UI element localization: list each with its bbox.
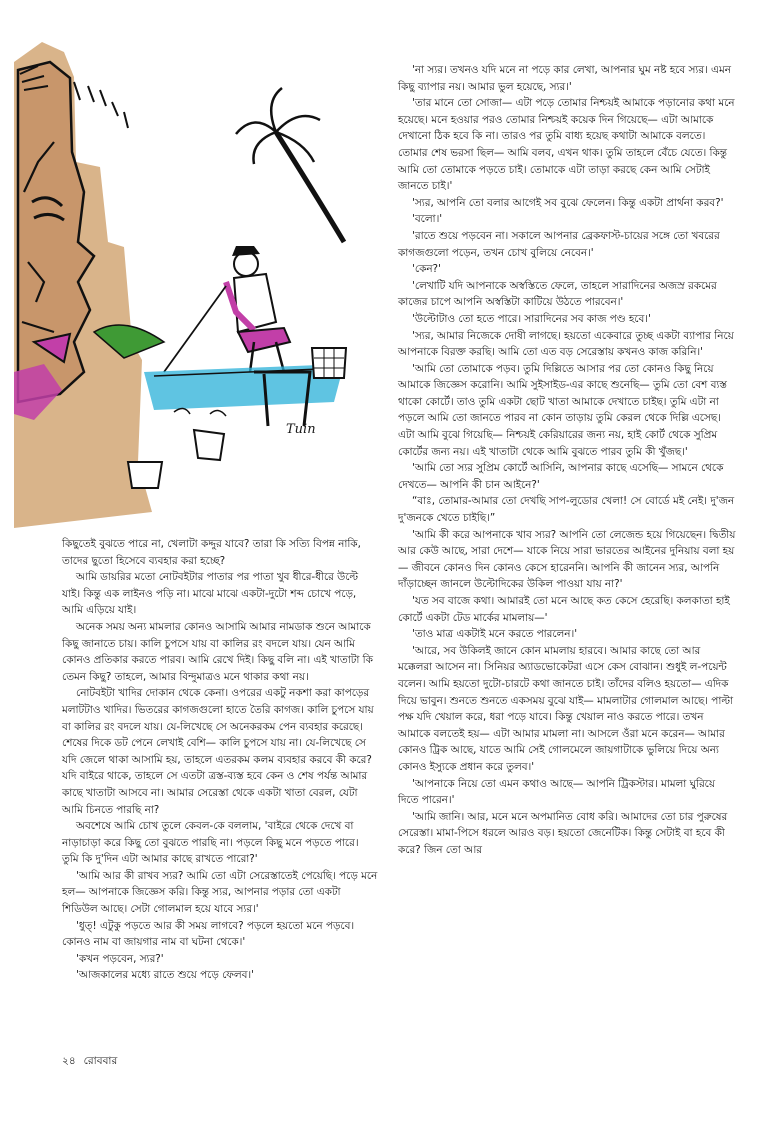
text-column-left xyxy=(62,536,378,984)
ink-drawing xyxy=(14,42,386,528)
paragraph: 'বলো।' xyxy=(412,213,443,226)
illustration xyxy=(14,42,386,528)
paragraph: 'ধুত্! এটুকু পড়তে আর কী সময় লাগবে? পড়লে হয়তো মনে পড়বে। কোনও নাম বা জায়গার নাম বা ঘটনা থেকে।' xyxy=(62,919,355,949)
paragraph: আমি ডায়রির মতো নোটবইটার পাতার পর পাতা খুব ধীরে-ধীরে উল্টে যাই। কিন্তু এক লাইনও পড়ি না। মাঝে মাঝে একটা-দুটো শব্দ চোখে পড়ে, আমি এড়িয়ে যাই। xyxy=(62,571,359,617)
paragraph: 'যত সব বাজে কথা। আমারই তো মনে আছে কত কেসে হেরেছি। কলকাতা হাই কোর্টে একটা টেড মার্কের মামলায়—' xyxy=(398,595,730,624)
paragraph: 'রাতে শুয়ে পড়বেন না। সকালে আপনার ব্রেকফাস্ট-চায়ের সঙ্গে তো খবরের কাগজগুলো পড়েন, তখন চোখ বুলিয়ে নেবেন।' xyxy=(398,229,720,259)
paragraph: 'আমি তো স্যর সুপ্রিম কোর্টে আসিনি, আপনার কাছে এসেছি— সামনে থেকে দেখতে— আপনি কী চান আইনে?' xyxy=(398,462,724,491)
fisherman-lungi xyxy=(238,328,290,352)
paragraph: অনেক সময় অন্য মামলার কোনও আসামি আমার নামডাক শুনে আমাকে কিছু জানাতে চায়। কালি চুপসে যায় বা কালির রং বদলে যায়। যেন আমি কোনও প্রতিকার করতে পারব। আমি রেখে দিই। কিছু বলি না। এই খাতাটা কি তেমন কিছু? তাহলে, আমার বিন্দুমাত্রও মনে থাকার কথা নয়। xyxy=(62,620,373,683)
paragraph: 'স্যর, আমার নিজেকে দোষী লাগছে। হয়তো একেবারে তুচ্ছ একটা ব্যাপার নিয়ে আপনাকে বিরক্ত করছি। আমি তো এত বড় সেরেস্তায় কখনও কাজ করিনি।' xyxy=(398,329,734,359)
paragraph: 'লেখাটি যদি আপনাকে অস্বস্তিতে ফেলে, তাহলে সারাদিনের অজস্র রকমের কাজের চাপে আপনি অস্বস্তিটা কাটিয়ে উঠতে পারবেন।' xyxy=(398,279,717,309)
paragraph: 'না স্যর। তখনও যদি মনে না পড়ে কার লেখা, আপনার ঘুম নষ্ট হবে স্যর। এমন কিছু ব্যাপার নয়। আমার ভুল হয়েছে, স্যর।' xyxy=(398,64,731,93)
paragraph: 'কেন?' xyxy=(412,263,441,276)
paragraph: 'আমি জানি। আর, মনে মনে অপমানিত বোধ করি। আমাদের তো চার পুরুষের সেরেস্তা। মামা-পিসে ধরলে আরও বড়। হয়তো জেনেটিক। কিন্তু সেটাই বা হবে কী করে? জিন তো আর xyxy=(398,810,728,856)
paragraph: “বাঃ, তোমার-আমার তো দেখছি সাপ-লুডোর খেলা! সে বোর্ডে মই নেই। দু'জন দু'জনকে খেতে চাইছি।” xyxy=(398,495,735,525)
paragraph: 'আমি কী করে আপনাকে খাব স্যর? আপনি তো লেজেন্ড হয়ে গিয়েছেন। দ্বিতীয় আর কেউ আছে, সারা দেশে— যাকে নিয়ে সারা ভারতের আইনের দুনিয়ায় বলা হয়— জীবনে কোনও দিন কোনও কেসে হারেননি। আপনি কী জানেন স্যর, আপনি দাঁড়াচ্ছেন জানলে উল্টোদিকের উকিল পাওয়া যায় না?' xyxy=(398,528,736,591)
paragraph: 'আরে, সব উকিলই জানে কোন মামলায় হারবে। আমার কাছে তো আর মক্কেলরা আসেন না। সিনিয়র অ্যাডভোকেটরা এসে কেস বোঝান। শুধুই ল-পয়েন্ট বলেন। আমি হয়তো দুটো-চারটে কথা জানতে চাই। তাঁদের বলিও হয়তো— এদিক দিয়ে ভাবুন। শুনতে শুনতে একসময় বুঝে যাই— মামলাটার গোলমাল আছে। পাল্টা পক্ষ যদি খেয়াল করে, ধরা পড়ে যাবে। কিন্তু খেয়াল নাও করতে পারে। তখন আমাকে বলতেই হয়— এটা আমার মামলা না। আসলে ওঁরা মনে করেন— আমার কোনও ট্রিক আছে, যাতে আমি সেই গোলমেলে জায়গাটাকে ভুলিয়ে দিয়ে অন্য কোনও ইস্যুকে প্রধান করে তুলব।' xyxy=(398,644,734,773)
eyebrow-strokes xyxy=(74,82,128,128)
page-footer xyxy=(62,1054,125,1071)
text-column-right xyxy=(398,62,736,859)
paragraph: 'স্যর, আপনি তো বলার আগেই সব বুঝে ফেলেন। কিন্তু একটা প্রার্থনা করব?' xyxy=(412,196,724,209)
fisherman-head xyxy=(234,252,258,276)
fishing-rod xyxy=(164,286,226,372)
palm-leaves xyxy=(236,88,320,164)
paragraph: অবশেষে আমি চোখ তুলে কেবল-কে বললাম, 'বাইরে থেকে দেখে বা নাড়াচাড়া করে কিছু তো বুঝতে পারছি না। পড়লে কিছু মনে পড়তে পারে। তুমি কি দু'দিন এটা আমার কাছে রাখতে পারো?' xyxy=(62,820,359,866)
magazine-name: রোববার xyxy=(83,1055,118,1067)
fisherman-hat xyxy=(232,246,260,256)
paragraph: 'উল্টোটাও তো হতে পারে। সারাদিনের সব কাজ পণ্ড হবে।' xyxy=(412,312,651,325)
page-number: ২৪ xyxy=(62,1055,76,1067)
basket-floating xyxy=(194,430,224,460)
basket xyxy=(312,348,346,378)
paragraph: 'আপনাকে নিয়ে তো এমন কথাও আছে— আপনি ট্রিকস্টার। মামলা ঘুরিয়ে দিতে পারেন।' xyxy=(398,777,715,807)
fisherman-body xyxy=(234,274,276,332)
ripples xyxy=(174,408,226,416)
paragraph: কিছুতেই বুঝতে পারে না, খেলাটা কদ্দুর যাবে? তারা কি সত্যি বিপন্ন নাকি, তাদের ছুতো হিসেবে ব্যবহার করা হচ্ছে? xyxy=(62,538,361,567)
paragraph: 'আমি তো তোমাকে পড়ব। তুমি দিল্লিতে আসার পর তো কোনও কিছু নিয়ে আমাকে জিজ্ঞেস করোনি। আমি সুইসাইড-এর কাছে শুনেছি— তুমি তো বেশ ব্যস্ত থাকো কোর্টে। তাও তুমি একটা ছোট খাতা আমাকে দেখাতে চাইছ। তুমি এটা না পড়লে আমি তো জানতে পারব না কোন তাড়ায় তুমি কেরল থেকে দিল্লি এসেছ। এটা আমি বুঝে গিয়েছি— নিশ্চয়ই কেরিয়ারের জন্য নয়, হাই কোর্ট থেকে সুপ্রিম কোর্টের জন্য নয়। এই খাতাটা থেকে আমি বুঝতে পারব তুমি কী খুঁজছ।' xyxy=(398,362,727,458)
paragraph: 'তাও মাত্র একটাই মনে করতে পারলেন।' xyxy=(412,628,578,641)
artist-signature: Tuin xyxy=(286,422,316,437)
paragraph: 'তার মানে তো সোজা— এটা পড়ে তোমার নিশ্চয়ই আমাকে পড়ানোর কথা মনে হয়েছে। মনে হওয়ার পরও তোমার নিশ্চয়ই কয়েক দিন গিয়েছে— এটা আমাকে দেখানো ঠিক হবে কি না। তারও পর তুমি বাধ্য হয়েছ কথাটা আমাকে বলতে। তোমার শেষ ভরসা ছিল— আমি বলব, এখন থাক। তুমি তাহলে বেঁচে যেতে। কিন্তু আমি তো তোমাকে পড়তে চাই। তোমাকে এটা তাড়া করছে কেন আমি সেটাই জানতে চাই।' xyxy=(398,97,735,193)
paragraph: নোটবইটা খাদির দোকান থেকে কেনা। ওপরের একটু নকশা করা কাপড়ের মলাটটাও খাদির। ভিতরের কাগজগুলো হাতে তৈরি কাগজ। কালি চুপসে যায় বা কালির রং বদলে যায়। যে-লিখেছে সে অনেকরকম পেন ব্যবহার করেছে। শেষের দিকে ডট পেনে লেখাই বেশি— কালি চুপসে যায় না। যে-লিখেছে সে যদি জেলে থাকা আসামি হয়, তাহলে এতরকম কলম ব্যবহার করবে কী করে? যদি বাইরে থাকে, তাহলে সে এতটা ত্রস্ত-ব্যস্ত হবে কেন ও শেষ পর্যন্ত আমার কাছে খাতাটা আসবে না। আমার সেরেস্তা থেকে একটা খাতা বেরল, যেটা আমি চিনতে পারছি না? xyxy=(62,687,374,816)
paragraph: 'আমি আর কী রাখব স্যর? আমি তো এটা সেরেস্তাতেই পেয়েছি। পড়ে মনে হল— আপনাকে জিজ্ঞেস করি। কিন্তু স্যর, আপনার পড়ার তো একটা শিডিউল আছে। সেটা গোলমাল হয়ে যাবে স্যর।' xyxy=(62,869,378,916)
paragraph: 'কখন পড়বেন, স্যর?' xyxy=(76,952,164,965)
palm-trunk xyxy=(276,132,344,242)
paragraph: 'আজকালের মধ্যে রাতে শুয়ে পড়ে ফেলব।' xyxy=(76,969,254,982)
basket-floating xyxy=(128,462,162,488)
